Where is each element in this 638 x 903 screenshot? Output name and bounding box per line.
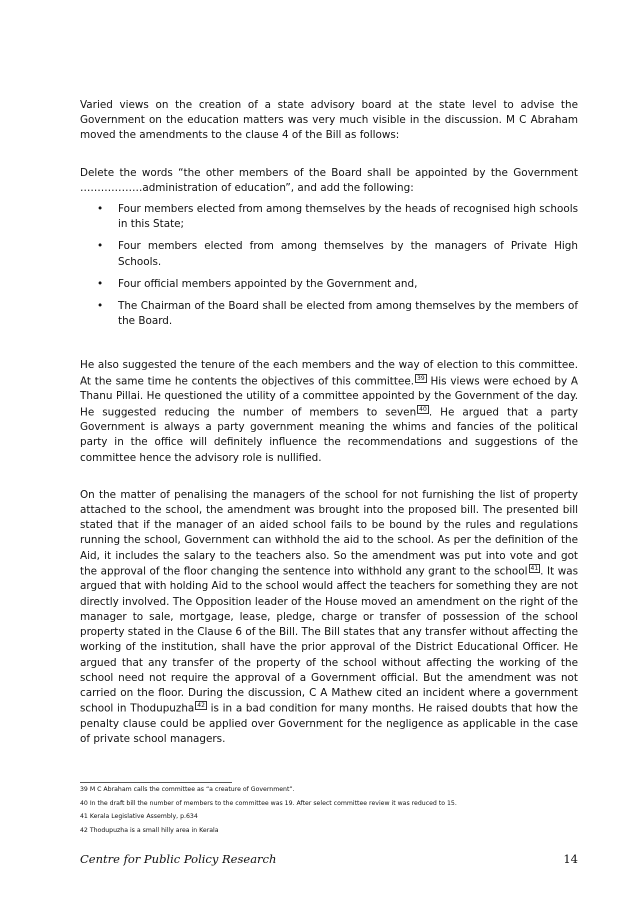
list-item: • Four members elected from among themselves by the managers of Private High Schools. bbox=[80, 239, 578, 269]
paragraph-3-part-2: His views were echoed by A Thanu Pillai. He questioned the utility of a committee appointed by the Government of the day. He suggested reducing the number of members to seven bbox=[80, 375, 578, 418]
paragraph-4-part-2: . It was argued that with holding Aid to the school would affect the teachers for something they are not directly involved. The Opposition leader of the House moved an amendment on the right of the manager to sale, mortgage, lease, pledge, charge or transfer of possession of the school property stated in the Clause 6 of the Bill. The Bill states that any transfer without affecting the working of the institution, shall have the prior approval of the District Educational Officer. He argued that any transfer of the property of the school without affecting the working of the school need not require the approval of a Government official. But the amendment was not carried on the floor. During the discussion, C A Mathew cited an incident where a government school in Thodupuzha bbox=[80, 565, 579, 715]
footnote-ref-42[interactable]: 42 bbox=[197, 702, 205, 710]
footer-organization: Centre for Public Policy Research bbox=[80, 852, 277, 866]
footnote-39: 39 M C Abraham calls the committee as “a creature of Government”. bbox=[80, 786, 295, 793]
footnote-42: 42 Thodupuzha is a small hilly area in Kerala bbox=[80, 826, 219, 834]
footnote-ref-39[interactable]: 39 bbox=[417, 374, 425, 382]
paragraph-3 bbox=[80, 358, 578, 465]
list-item: • Four members elected from among themselves by the heads of recognised high schools in this State; bbox=[80, 202, 578, 232]
footnote-ref-41[interactable]: 41 bbox=[530, 564, 539, 572]
list-item: • The Chairman of the Board shall be elected from among themselves by the members of the Board. bbox=[80, 299, 578, 329]
paragraph-4-part-3: is in a bad condition for many months. He raised doubts that how the penalty clause could be applied over Government for the negligence as applicable in the case of private school managers. bbox=[80, 702, 578, 745]
footnote-ref-40[interactable]: 40 bbox=[419, 405, 427, 413]
footnote-41: 41 Kerala Legislative Assembly, p.634 bbox=[80, 813, 198, 820]
footnote-40: 40 In the draft bill the number of members to the committee was 19. After select committee review it was reduced to 15. bbox=[80, 799, 457, 807]
paragraph-4-part-1: On the matter of penalising the managers of the school for not furnishing the list of property attached to the school, the amendment was brought into the proposed bill. The presented bill stated that if the manager of an aided school fails to be bound by the rules and regulations running the school, Government can withhold the aid to the school. As per the definition of the Aid, it includes the salary to the teachers also. So the amendment was put into vote and got the approval of the floor changing the sentence into withhold any grant to the school bbox=[80, 488, 578, 578]
paragraph-3-part-1: He also suggested the tenure of the each members and the way of election to this committee. At the same time he contents the objectives of this committee. bbox=[80, 359, 578, 388]
paragraph-2: Delete the words “the other members of the Board shall be appointed by the Government ………………administration of education”, and add the following: bbox=[80, 166, 578, 194]
page-number: 14 bbox=[563, 852, 578, 866]
body-text bbox=[80, 98, 578, 747]
list-item: • Four official members appointed by the Government and, bbox=[80, 277, 578, 292]
footnote-separator bbox=[80, 782, 232, 783]
paragraph-1: Varied views on the creation of a state advisory board at the state level to advise the Government on the education matters was very much visible in the discussion. M C Abraham moved the amendments to the clause 4 of the Bill as follows: bbox=[80, 99, 578, 142]
paragraph-3-part-3: . He argued that a party Government is always a party government meaning the whims and fancies of the political party in the office will definitely influence the recommendations and suggestions of the committee hence the advisory role is nullified. bbox=[80, 405, 578, 464]
amendment-list bbox=[80, 202, 578, 329]
paragraph-4 bbox=[80, 488, 578, 747]
footnotes bbox=[80, 786, 578, 840]
